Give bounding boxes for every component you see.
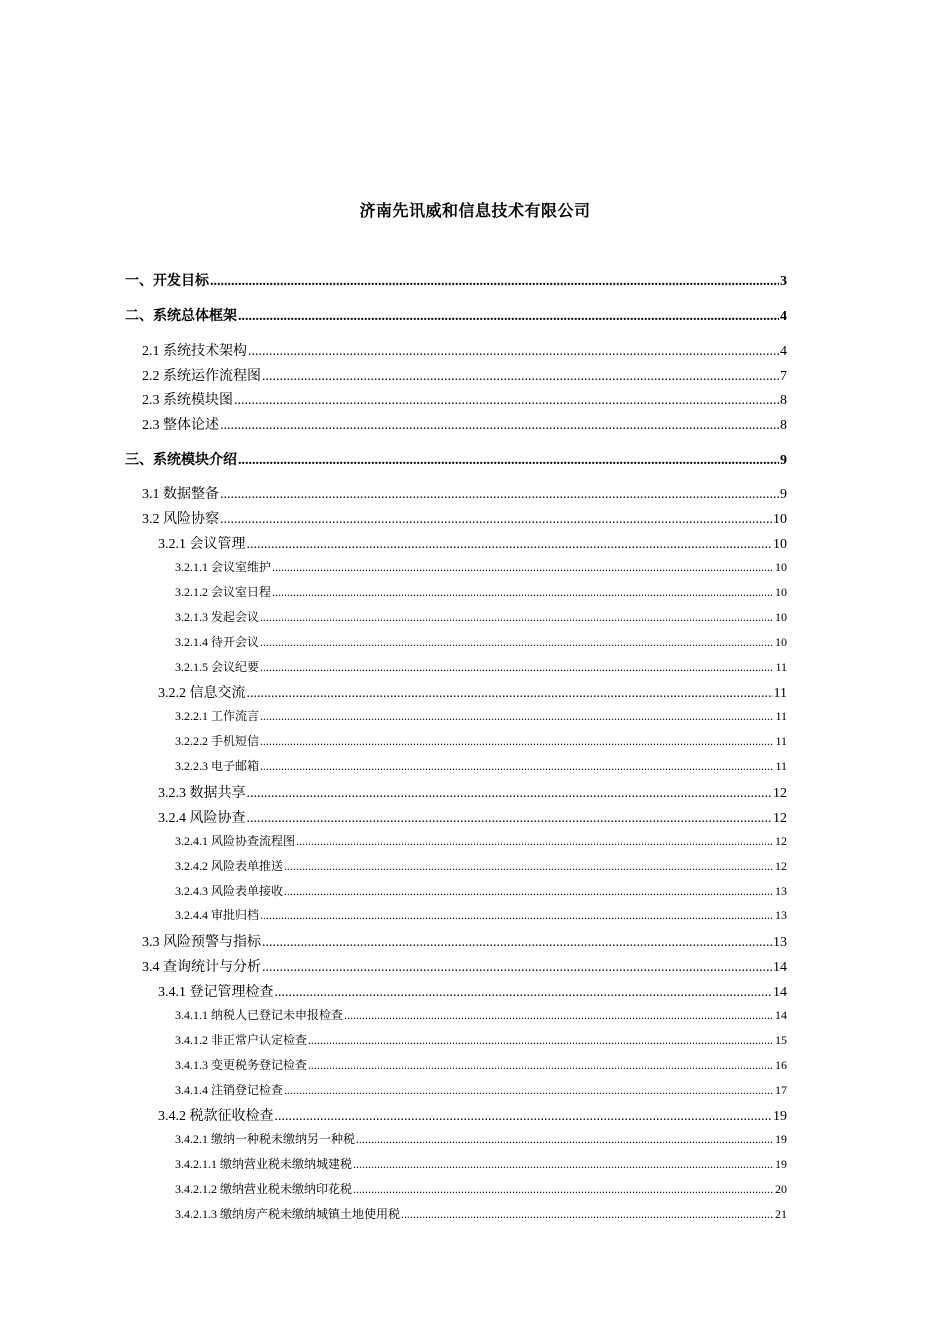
toc-entry[interactable] xyxy=(158,782,787,802)
toc-page-number: 14 xyxy=(773,985,787,1000)
toc-page-number: 9 xyxy=(780,487,787,502)
toc-dot-leader xyxy=(260,759,774,774)
toc-entry[interactable] xyxy=(175,882,787,899)
toc-dot-leader xyxy=(272,560,774,575)
toc-entry-title: 三、系统模块介绍 xyxy=(125,453,237,468)
toc-dot-leader xyxy=(296,834,774,849)
toc-page-number: 13 xyxy=(773,935,787,950)
toc-entry[interactable] xyxy=(142,508,787,528)
toc-dot-leader xyxy=(353,1157,774,1172)
toc-entry-title: 3.4.1 登记管理检查 xyxy=(158,985,274,1000)
toc-dot-leader xyxy=(275,1109,773,1125)
toc-entry-title: 2.3 系统模块图 xyxy=(142,393,233,408)
toc-entry-title: 3.1 数据整备 xyxy=(142,487,219,502)
toc-page-number: 11 xyxy=(775,759,787,773)
toc-entry-title: 二、系统总体框架 xyxy=(125,309,237,324)
toc-entry-title: 3.2.2.1 工作流言 xyxy=(175,709,260,723)
toc-dot-leader xyxy=(247,811,773,827)
toc-entry-title: 3.4.2.1 缴纳一种税未缴纳另一种税 xyxy=(175,1132,356,1146)
toc-dot-leader xyxy=(401,1207,774,1222)
toc-entry-title: 3.4.2.1.3 缴纳房产税未缴纳城镇土地使用税 xyxy=(175,1207,401,1221)
toc-dot-leader xyxy=(262,935,772,951)
toc-page-number: 7 xyxy=(780,369,787,384)
toc-page-number: 13 xyxy=(775,908,787,922)
toc-entry-title: 3.2.4.1 风险协查流程图 xyxy=(175,834,296,848)
toc-entry[interactable] xyxy=(175,583,787,600)
toc-entry[interactable] xyxy=(158,682,787,702)
toc-entry[interactable] xyxy=(158,533,787,553)
toc-entry[interactable] xyxy=(175,608,787,625)
toc-entry[interactable] xyxy=(175,732,787,749)
toc-dot-leader xyxy=(247,537,773,553)
toc-entry-title: 3.4.1.2 非正常户认定检查 xyxy=(175,1033,308,1047)
toc-page-number: 11 xyxy=(773,686,787,701)
toc-entry[interactable] xyxy=(175,832,787,849)
toc-page-number: 11 xyxy=(775,709,787,723)
toc-entry-title: 3.4.1.3 变更税务登记检查 xyxy=(175,1058,308,1072)
toc-page-number: 8 xyxy=(780,418,787,433)
toc-page-number: 14 xyxy=(775,1008,787,1022)
toc-entry-title: 3.4.1.4 注销登记检查 xyxy=(175,1083,284,1097)
toc-entry[interactable] xyxy=(158,1105,787,1125)
toc-entry-title: 3.2.2.3 电子邮箱 xyxy=(175,759,260,773)
toc-entry[interactable] xyxy=(142,483,787,503)
toc-entry[interactable] xyxy=(158,981,787,1001)
toc-page-number: 12 xyxy=(773,786,787,801)
toc-page-number: 11 xyxy=(775,660,787,674)
toc-dot-leader xyxy=(284,859,774,874)
toc-page-number: 10 xyxy=(775,560,787,574)
toc-entry[interactable] xyxy=(142,340,787,360)
toc-page-number: 12 xyxy=(773,811,787,826)
toc-entry-title: 3.4.2.1.1 缴纳营业税未缴纳城建税 xyxy=(175,1157,353,1171)
toc-entry[interactable] xyxy=(175,906,787,923)
toc-entry-title: 3.2 风险协察 xyxy=(142,512,219,527)
toc-entry-title: 3.3 风险预警与指标 xyxy=(142,935,261,950)
toc-entry[interactable] xyxy=(142,389,787,409)
toc-page-number: 3 xyxy=(780,274,787,289)
toc-entry-title: 3.2.2 信息交流 xyxy=(158,686,246,701)
toc-dot-leader xyxy=(220,418,779,434)
toc-entry[interactable] xyxy=(175,1180,787,1197)
toc-dot-leader xyxy=(308,1033,774,1048)
toc-dot-leader xyxy=(234,393,779,409)
toc-dot-leader xyxy=(262,369,779,385)
toc-entry[interactable] xyxy=(142,414,787,434)
toc-entry-title: 3.2.1.1 会议室维护 xyxy=(175,560,272,574)
toc-entry-title: 2.3 整体论述 xyxy=(142,418,219,433)
toc-dot-leader xyxy=(260,908,774,923)
toc-page-number: 12 xyxy=(775,859,787,873)
toc-entry-title: 3.2.1.2 会议室日程 xyxy=(175,585,272,599)
toc-dot-leader xyxy=(260,635,774,650)
toc-entry-title: 3.2.4.4 审批归档 xyxy=(175,908,260,922)
toc-dot-leader xyxy=(356,1132,774,1147)
toc-page-number: 10 xyxy=(773,512,787,527)
toc-page-number: 9 xyxy=(780,453,787,468)
toc-dot-leader xyxy=(238,309,779,325)
toc-page-number: 13 xyxy=(775,884,787,898)
toc-page-number: 19 xyxy=(775,1132,787,1146)
toc-entry[interactable] xyxy=(175,558,787,575)
toc-entry[interactable] xyxy=(175,1155,787,1172)
document-title: 济南先讯威和信息技术有限公司 xyxy=(359,203,591,220)
toc-entry[interactable] xyxy=(158,807,787,827)
toc-dot-leader xyxy=(275,985,773,1001)
toc-page-number: 16 xyxy=(775,1058,787,1072)
toc-entry[interactable] xyxy=(142,956,787,976)
toc-entry-title: 3.2.1.3 发起会议 xyxy=(175,610,260,624)
toc-entry[interactable] xyxy=(175,1081,787,1098)
toc-entry[interactable] xyxy=(175,707,787,724)
toc-page-number: 15 xyxy=(775,1033,787,1047)
toc-page-number: 10 xyxy=(775,585,787,599)
toc-entry-title: 3.4.2 税款征收检查 xyxy=(158,1109,274,1124)
toc-entry-title: 2.2 系统运作流程图 xyxy=(142,369,261,384)
toc-page-number: 19 xyxy=(773,1109,787,1124)
toc-entry[interactable] xyxy=(125,270,787,290)
toc-page-number: 19 xyxy=(775,1157,787,1171)
toc-entry[interactable] xyxy=(175,857,787,874)
toc-dot-leader xyxy=(260,709,774,724)
toc-entry-title: 2.1 系统技术架构 xyxy=(142,344,247,359)
toc-page-number: 21 xyxy=(775,1207,787,1221)
toc-dot-leader xyxy=(248,344,779,360)
toc-entry-title: 3.4.1.1 纳税人已登记未申报检查 xyxy=(175,1008,344,1022)
toc-entry-title: 3.2.3 数据共享 xyxy=(158,786,246,801)
toc-page-number: 4 xyxy=(780,344,787,359)
toc-dot-leader xyxy=(284,884,774,899)
toc-page-number: 14 xyxy=(773,960,787,975)
toc-entry-title: 3.2.4.3 风险表单接收 xyxy=(175,884,284,898)
toc-entry[interactable] xyxy=(175,1031,787,1048)
toc-page-number: 20 xyxy=(775,1182,787,1196)
toc-page-number: 8 xyxy=(780,393,787,408)
toc-entry[interactable] xyxy=(175,1056,787,1073)
toc-entry[interactable] xyxy=(175,633,787,650)
toc-entry-title: 一、开发目标 xyxy=(125,274,209,289)
toc-entry-title: 3.2.1.4 待开会议 xyxy=(175,635,260,649)
toc-entry[interactable] xyxy=(142,365,787,385)
toc-page-number: 12 xyxy=(775,834,787,848)
toc-entry-title: 3.2.2.2 手机短信 xyxy=(175,734,260,748)
toc-entry[interactable] xyxy=(175,1130,787,1147)
toc-dot-leader xyxy=(260,660,774,675)
toc-entry[interactable] xyxy=(175,1205,787,1222)
toc-dot-leader xyxy=(210,274,779,290)
toc-entry-title: 3.2.1 会议管理 xyxy=(158,537,246,552)
toc-page-number: 10 xyxy=(775,635,787,649)
toc-page-number: 10 xyxy=(775,610,787,624)
toc-entry-title: 3.4.2.1.2 缴纳营业税未缴纳印花税 xyxy=(175,1182,353,1196)
toc-dot-leader xyxy=(260,734,774,749)
toc-dot-leader xyxy=(247,686,773,702)
toc-dot-leader xyxy=(308,1058,774,1073)
toc-dot-leader xyxy=(247,786,773,802)
toc-entry-title: 3.2.1.5 会议纪要 xyxy=(175,660,260,674)
toc-page-number: 10 xyxy=(773,537,787,552)
toc-entry-title: 3.4 查询统计与分析 xyxy=(142,960,261,975)
toc-page-number: 11 xyxy=(775,734,787,748)
toc-entry[interactable] xyxy=(125,449,787,469)
toc-entry-title: 3.2.4 风险协查 xyxy=(158,811,246,826)
toc-dot-leader xyxy=(260,610,774,625)
toc-dot-leader xyxy=(220,487,779,503)
toc-entry[interactable] xyxy=(125,305,787,325)
toc-dot-leader xyxy=(344,1008,774,1023)
toc-dot-leader xyxy=(353,1182,774,1197)
toc-entry[interactable] xyxy=(175,757,787,774)
toc-entry[interactable] xyxy=(175,1006,787,1023)
toc-dot-leader xyxy=(272,585,774,600)
toc-entry[interactable] xyxy=(175,658,787,675)
toc-dot-leader xyxy=(238,453,779,469)
toc-dot-leader xyxy=(220,512,772,528)
toc-dot-leader xyxy=(284,1083,774,1098)
toc-entry[interactable] xyxy=(142,931,787,951)
toc-page-number: 4 xyxy=(780,309,787,324)
toc-page-number: 17 xyxy=(775,1083,787,1097)
toc-entry-title: 3.2.4.2 风险表单推送 xyxy=(175,859,284,873)
toc-dot-leader xyxy=(262,960,772,976)
